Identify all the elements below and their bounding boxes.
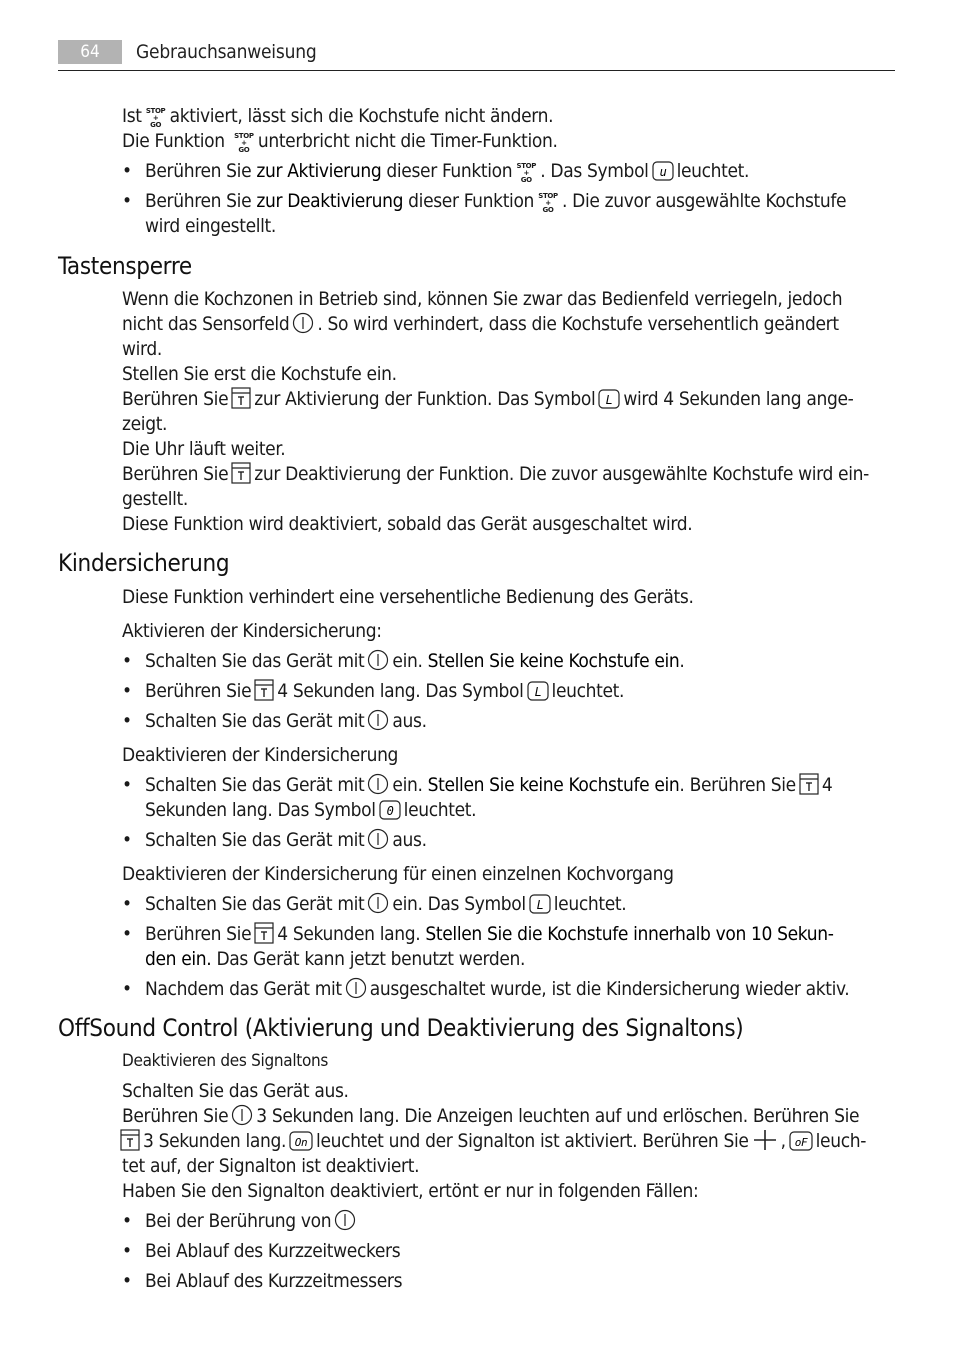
power-icon (345, 977, 367, 999)
stop-go-icon: STOP + GO (538, 192, 558, 214)
bullet: • (122, 978, 132, 1000)
ts-p7: Die Uhr läuft weiter. (122, 438, 286, 460)
section-title-tastensperre: Tastensperre (58, 252, 192, 280)
os-p2 (122, 1104, 859, 1129)
text: ein. Das Symbol (392, 893, 526, 915)
svg-text:L: L (534, 685, 541, 699)
text: aktiviert, lässt sich die Kochstufe nicht ändern. (169, 105, 554, 127)
power-icon (367, 773, 389, 795)
os-heading: Deaktivieren des Signaltons (122, 1051, 329, 1071)
ks-heading-deaktivieren: Deaktivieren der Kindersicherung (122, 744, 399, 766)
text: leuchtet. (676, 160, 750, 182)
text: Berühren Sie (122, 463, 229, 485)
header-title: Gebrauchsanweisung (136, 41, 317, 63)
intro-bullet-2-cont: wird eingestellt. (145, 215, 276, 237)
bullet: • (122, 893, 132, 915)
ks-d1-cont (145, 798, 476, 823)
text: 3 Sekunden lang. (143, 1130, 287, 1152)
text: 4 Sekunden lang. (277, 923, 421, 945)
text: aus. (392, 710, 427, 732)
display-u-icon (652, 161, 674, 181)
power-icon (231, 1104, 253, 1126)
section-title-offsound: OffSound Control (Aktivierung und Deaktivierung des Signaltons) (58, 1014, 744, 1042)
text: leuchtet. (551, 680, 625, 702)
text: nicht das Sensorfeld (122, 313, 290, 335)
intro-line-2 (122, 129, 558, 154)
page-number: 64 (58, 40, 122, 64)
text: den ein. (145, 948, 212, 970)
text: Bei der Berührung von (145, 1210, 332, 1232)
power-icon (367, 828, 389, 850)
bullet: • (122, 650, 132, 672)
svg-text:L: L (536, 898, 544, 912)
bullet: • (122, 923, 132, 945)
svg-text:On: On (294, 1136, 308, 1149)
stop-go-icon: STOP + GO (145, 107, 166, 129)
text: zur Aktivierung (256, 160, 382, 182)
ts-p10: Diese Funktion wird deaktiviert, sobald das Gerät ausgeschaltet wird. (122, 513, 693, 535)
display-on-icon (289, 1131, 313, 1151)
text: Schalten Sie das Gerät mit (145, 829, 365, 851)
text: ein. (392, 774, 423, 796)
text: Ist (122, 105, 142, 127)
lock-key-icon (231, 462, 251, 484)
os-p3 (120, 1129, 866, 1154)
display-zero-icon (379, 800, 401, 820)
ts-p1: Wenn die Kochzonen in Betrieb sind, können Sie zwar das Bedienfeld verriegeln, jedoch (122, 288, 843, 310)
ts-p3: wird. (122, 338, 162, 360)
text: Das Gerät kann jetzt benutzt werden. (216, 948, 526, 970)
display-l-icon (529, 894, 551, 914)
stop-go-icon: STOP + GO (234, 132, 254, 154)
text: aus. (392, 829, 427, 851)
lock-key-icon (254, 922, 274, 944)
text: Bei Ablauf des Kurzzeitmessers (145, 1270, 403, 1292)
text: Schalten Sie das Gerät mit (145, 774, 365, 796)
text: Schalten Sie das Gerät mit (145, 893, 365, 915)
ks-e2-cont (145, 947, 525, 972)
text: Berühren Sie (145, 190, 252, 212)
text: . (679, 650, 685, 672)
svg-text:L: L (605, 393, 613, 407)
text: . Berühren Sie (679, 774, 796, 796)
bullet: • (122, 1240, 132, 1262)
text: Sekunden lang. Das Symbol (145, 799, 376, 821)
text: Nachdem das Gerät mit (145, 978, 342, 1000)
text: dieser Funktion (386, 160, 513, 182)
intro-line-1 (122, 104, 553, 129)
text: Stellen Sie die Kochstufe innerhalb von 10 Sekun- (425, 923, 834, 945)
text: leuchtet. (553, 893, 627, 915)
text: Die Funktion (122, 130, 225, 152)
text: , (780, 1130, 786, 1152)
text: leuchtet. (403, 799, 477, 821)
ts-p5 (122, 387, 853, 412)
stop-go-icon: STOP + GO (516, 162, 537, 184)
plus-icon (752, 1129, 778, 1151)
text: leuch- (815, 1130, 867, 1152)
bullet: • (122, 680, 132, 702)
bullet: • (122, 774, 132, 796)
power-icon (334, 1209, 356, 1231)
os-p4: tet auf, der Signalton ist deaktiviert. (122, 1155, 420, 1177)
ts-p4: Stellen Sie erst die Kochstufe ein. (122, 363, 397, 385)
text: zur Deaktivierung der Funktion. Die zuvor ausgewählte Kochstufe wird ein- (254, 463, 869, 485)
text: unterbricht nicht die Timer-Funktion. (257, 130, 558, 152)
ts-p8 (122, 462, 869, 487)
power-icon (367, 709, 389, 731)
ts-p6: zeigt. (122, 413, 168, 435)
text: Berühren Sie (145, 923, 252, 945)
ks-heading-einzeln: Deaktivieren der Kindersicherung für einen einzelnen Kochvorgang (122, 863, 674, 885)
ts-p9: gestellt. (122, 488, 188, 510)
text: 3 Sekunden lang. Die Anzeigen leuchten auf und erlöschen. Berühren Sie (256, 1105, 860, 1127)
bullet: • (122, 190, 132, 212)
lock-key-icon (231, 387, 251, 409)
text: Stellen Sie keine Kochstufe ein (427, 650, 680, 672)
bullet: • (122, 1270, 132, 1292)
svg-text:u: u (659, 165, 667, 179)
power-icon (292, 312, 314, 334)
lock-key-icon (120, 1129, 140, 1151)
bullet: • (122, 160, 132, 182)
text: Berühren Sie (145, 160, 252, 182)
text: . Die zuvor ausgewählte Kochstufe (562, 190, 847, 212)
ks-heading-aktivieren: Aktivieren der Kindersicherung: (122, 620, 382, 642)
text: Berühren Sie (122, 1105, 229, 1127)
bullet: • (122, 1210, 132, 1232)
os-p1: Schalten Sie das Gerät aus. (122, 1080, 349, 1102)
bullet: • (122, 710, 132, 732)
text: . Das Symbol (540, 160, 649, 182)
lock-key-icon (254, 679, 274, 701)
text: Bei Ablauf des Kurzzeitweckers (145, 1240, 401, 1262)
svg-text:oF: oF (794, 1136, 807, 1149)
text: Stellen Sie keine Kochstufe ein (427, 774, 680, 796)
section-title-kindersicherung: Kindersicherung (58, 549, 230, 577)
text: 4 (821, 774, 833, 796)
text: wird 4 Sekunden lang ange- (623, 388, 854, 410)
bullet: • (122, 829, 132, 851)
os-p5: Haben Sie den Signalton deaktiviert, ertönt er nur in folgenden Fällen: (122, 1180, 699, 1202)
text: Berühren Sie (145, 680, 252, 702)
text: leuchtet und der Signalton ist aktiviert. Berühren Sie (316, 1130, 749, 1152)
text: dieser Funktion (408, 190, 535, 212)
ts-p2 (122, 312, 839, 337)
display-l-icon (527, 681, 549, 701)
display-of-icon (789, 1131, 813, 1151)
power-icon (367, 649, 389, 671)
text: 4 Sekunden lang. Das Symbol (277, 680, 524, 702)
svg-text:0: 0 (386, 804, 394, 818)
text: Schalten Sie das Gerät mit (145, 710, 365, 732)
power-icon (367, 892, 389, 914)
lock-key-icon (799, 773, 819, 795)
text: zur Deaktivierung (256, 190, 404, 212)
display-l-icon (598, 389, 620, 409)
text: . So wird verhindert, dass die Kochstufe versehentlich geändert (317, 313, 839, 335)
text: ausgeschaltet wurde, ist die Kindersicherung wieder aktiv. (369, 978, 850, 1000)
ks-p1: Diese Funktion verhindert eine versehentliche Bedienung des Geräts. (122, 586, 694, 608)
text: zur Aktivierung der Funktion. Das Symbol (254, 388, 596, 410)
text: Berühren Sie (122, 388, 229, 410)
text: ein. (392, 650, 423, 672)
text: Schalten Sie das Gerät mit (145, 650, 365, 672)
